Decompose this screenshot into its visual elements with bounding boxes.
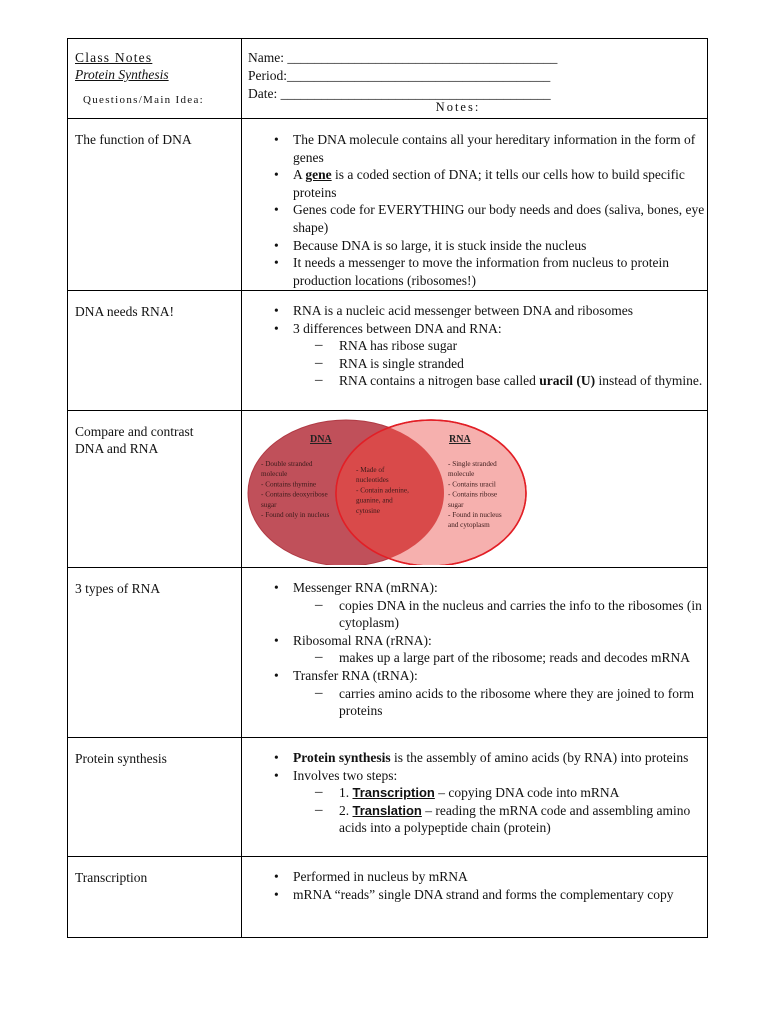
venn-item: - Contains ribose xyxy=(448,490,498,499)
row-divider xyxy=(68,290,707,291)
venn-item: molecule xyxy=(448,470,475,479)
questions-label: Questions/Main Idea: xyxy=(83,94,205,106)
venn-item: guanine, and xyxy=(356,496,393,505)
list-item: • The DNA molecule contains all your hereditary information in the form of genes xyxy=(242,131,708,166)
list-item: – 2. Translation – reading the mRNA code and assembling amino acids into a polypeptide chain (protein) xyxy=(242,802,708,837)
term-gene: gene xyxy=(305,167,332,183)
venn-item: nucleotides xyxy=(356,476,389,485)
list-item: – RNA contains a nitrogen base called uracil (U) instead of thymine. xyxy=(242,372,708,390)
date-field[interactable]: Date: ________________________________________ xyxy=(248,85,551,101)
question-dna-needs-rna: DNA needs RNA! xyxy=(75,304,174,319)
period-field[interactable]: Period:_______________________________________ xyxy=(248,67,551,83)
question-protein-synthesis: Protein synthesis xyxy=(75,751,167,766)
row-divider xyxy=(68,567,707,568)
question-function-of-dna: The function of DNA xyxy=(75,132,192,147)
term-translation: Translation xyxy=(352,802,422,818)
notes-label: Notes: xyxy=(435,100,481,115)
dna-title: DNA xyxy=(310,434,332,445)
topic-title: Protein Synthesis xyxy=(75,67,169,82)
venn-item: - Contains deoxyribose xyxy=(261,490,328,499)
list-item: • Protein synthesis is the assembly of amino acids (by RNA) into proteins xyxy=(242,749,708,767)
notes-dna-needs-rna xyxy=(242,302,708,390)
list-item: – 1. Transcription – copying DNA code into mRNA xyxy=(242,784,708,802)
question-transcription: Transcription xyxy=(75,870,148,885)
venn-item: molecule xyxy=(261,470,288,479)
list-item: • Because DNA is so large, it is stuck inside the nucleus xyxy=(242,237,708,255)
list-item: • Ribosomal RNA (rRNA): xyxy=(242,632,708,650)
row-divider xyxy=(68,737,707,738)
header-left xyxy=(68,39,241,109)
notes-types-of-rna xyxy=(242,579,708,720)
venn-diagram xyxy=(242,413,708,565)
venn-item: cytosine xyxy=(356,506,380,515)
venn-item: - Found in nucleus xyxy=(448,511,502,519)
class-notes-title: Class Notes xyxy=(75,50,153,65)
row-divider xyxy=(68,410,707,411)
term-transcription: Transcription xyxy=(352,785,435,801)
venn-item: and cytoplasm xyxy=(448,521,490,530)
venn-item: - Found only in nucleus xyxy=(261,511,330,519)
question-types-of-rna: 3 types of RNA xyxy=(75,581,161,596)
list-item: • Involves two steps: xyxy=(242,767,708,785)
notes-sheet xyxy=(67,38,708,938)
question-compare-contrast: Compare and contrast DNA and RNA xyxy=(75,424,194,456)
term-uracil: uracil (U) xyxy=(539,373,596,389)
list-item: – RNA is single stranded xyxy=(242,355,708,373)
notes-protein-synthesis xyxy=(242,749,708,837)
row-divider xyxy=(68,856,707,857)
list-item: – RNA has ribose sugar xyxy=(242,337,708,355)
notes-function-of-dna xyxy=(242,131,708,289)
list-item: • It needs a messenger to move the information from nucleus to protein production locations (ribosomes!) xyxy=(242,254,708,289)
venn-diagram-cell xyxy=(242,413,708,565)
venn-item: - Double stranded xyxy=(261,460,313,468)
list-item: • 3 differences between DNA and RNA: xyxy=(242,320,708,338)
notes-transcription xyxy=(242,868,708,903)
list-item: – carries amino acids to the ribosome where they are joined to form proteins xyxy=(242,685,708,720)
list-item: • Genes code for EVERYTHING our body needs and does (saliva, bones, eye shape) xyxy=(242,201,708,236)
list-item: • Messenger RNA (mRNA): xyxy=(242,579,708,597)
header-right xyxy=(242,39,708,114)
list-item: – copies DNA in the nucleus and carries the info to the ribosomes (in cytoplasm) xyxy=(242,597,708,632)
venn-item: sugar xyxy=(261,500,277,509)
venn-item: - Single stranded xyxy=(448,460,497,468)
list-item: • mRNA “reads” single DNA strand and forms the complementary copy xyxy=(242,886,708,904)
rna-title: RNA xyxy=(449,434,471,445)
venn-item: sugar xyxy=(448,500,464,509)
venn-item: - Contains uracil xyxy=(448,480,496,489)
term-protein-synthesis: Protein synthesis xyxy=(293,750,391,765)
list-item: – makes up a large part of the ribosome; reads and decodes mRNA xyxy=(242,649,708,667)
row-divider xyxy=(68,118,707,119)
name-field[interactable]: Name: ________________________________________ xyxy=(248,50,558,65)
venn-item: - Contain adenine, xyxy=(356,486,409,495)
venn-item: - Contains thymine xyxy=(261,480,317,489)
venn-item: - Made of xyxy=(356,466,385,474)
list-item: • RNA is a nucleic acid messenger between DNA and ribosomes xyxy=(242,302,708,320)
list-item: • Performed in nucleus by mRNA xyxy=(242,868,708,886)
list-item: • A gene is a coded section of DNA; it tells our cells how to build specific proteins xyxy=(242,166,708,201)
list-item: • Transfer RNA (tRNA): xyxy=(242,667,708,685)
